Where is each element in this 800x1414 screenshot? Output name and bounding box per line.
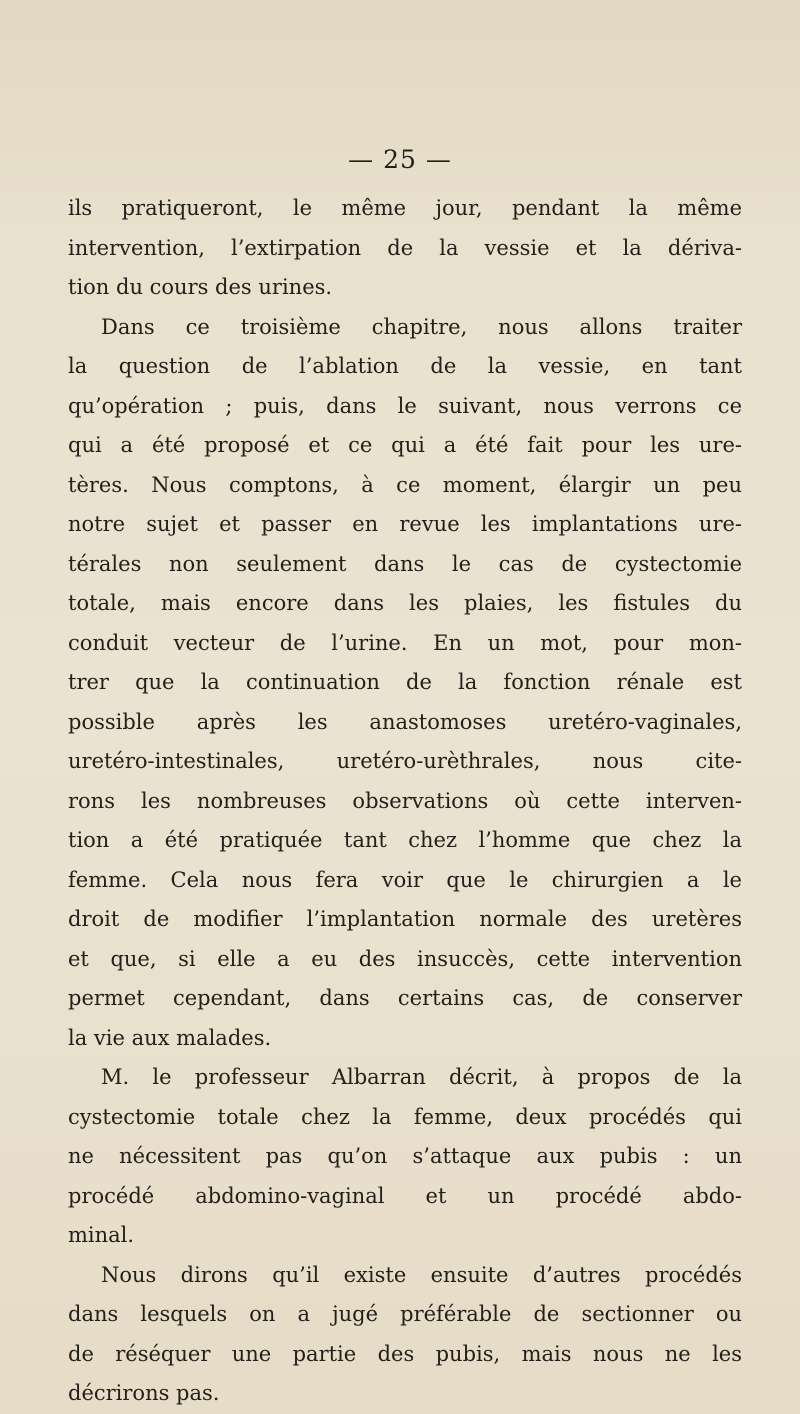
text-line: droit de modifier l’implantation normale des uretères <box>68 907 742 931</box>
text-line: Nous dirons qu’il existe ensuite d’autres procédés <box>101 1262 742 1287</box>
text-line: ils pratiqueront, le même jour, pendant la même <box>68 196 742 220</box>
text-line: minal. <box>68 1223 135 1247</box>
text-line: la question de l’ablation de la vessie, en tant <box>68 354 742 378</box>
text-line: qu’opération ; puis, dans le suivant, nous verrons ce <box>68 393 742 418</box>
text-line: qui a été proposé et ce qui a été fait pour les ure- <box>68 433 742 457</box>
text-line: et que, si elle a eu des insuccès, cette intervention <box>68 946 742 971</box>
text-line: dans lesquels on a jugé préférable de sectionner ou <box>68 1302 742 1326</box>
text-line: notre sujet et passer en revue les implantations ure- <box>68 512 742 536</box>
text-line: uretéro-intestinales, uretéro-urèthrales, nous cite- <box>68 749 742 773</box>
text-line: permet cependant, dans certains cas, de conserver <box>68 986 742 1010</box>
text-line: ne nécessitent pas qu’on s’attaque aux pubis : un <box>68 1144 742 1168</box>
text-line: décrirons pas. <box>68 1381 220 1405</box>
text-line: Dans ce troisième chapitre, nous allons traiter <box>101 314 742 339</box>
text-line: conduit vecteur de l’urine. En un mot, pour mon- <box>68 630 742 655</box>
text-line: possible après les anastomoses uretéro-vaginales, <box>68 709 742 734</box>
text-line: intervention, l’extirpation de la vessie et la dériva- <box>68 235 742 260</box>
page-number: — 25 — <box>348 145 452 174</box>
text-line: tion a été pratiquée tant chez l’homme que chez la <box>68 828 742 852</box>
body-text <box>68 189 742 1414</box>
text-line: la vie aux malades. <box>68 1025 272 1050</box>
text-line: rons les nombreuses observations où cette interven- <box>68 788 742 813</box>
text-line: M. le professeur Albarran décrit, à propos de la <box>101 1065 742 1089</box>
text-line: térales non seulement dans le cas de cystectomie <box>68 551 742 576</box>
text-line: totale, mais encore dans les plaies, les fistules du <box>68 591 742 615</box>
text-line: tion du cours des urines. <box>68 275 333 299</box>
text-line: femme. Cela nous fera voir que le chirurgien a le <box>68 867 742 892</box>
text-line: de réséquer une partie des pubis, mais nous ne les <box>68 1341 742 1366</box>
text-line: cystectomie totale chez la femme, deux procédés qui <box>68 1104 742 1129</box>
text-line: tères. Nous comptons, à ce moment, élargir un peu <box>68 472 742 497</box>
text-line: trer que la continuation de la fonction rénale est <box>68 670 742 694</box>
text-line: procédé abdomino-vaginal et un procédé abdo- <box>68 1183 742 1208</box>
